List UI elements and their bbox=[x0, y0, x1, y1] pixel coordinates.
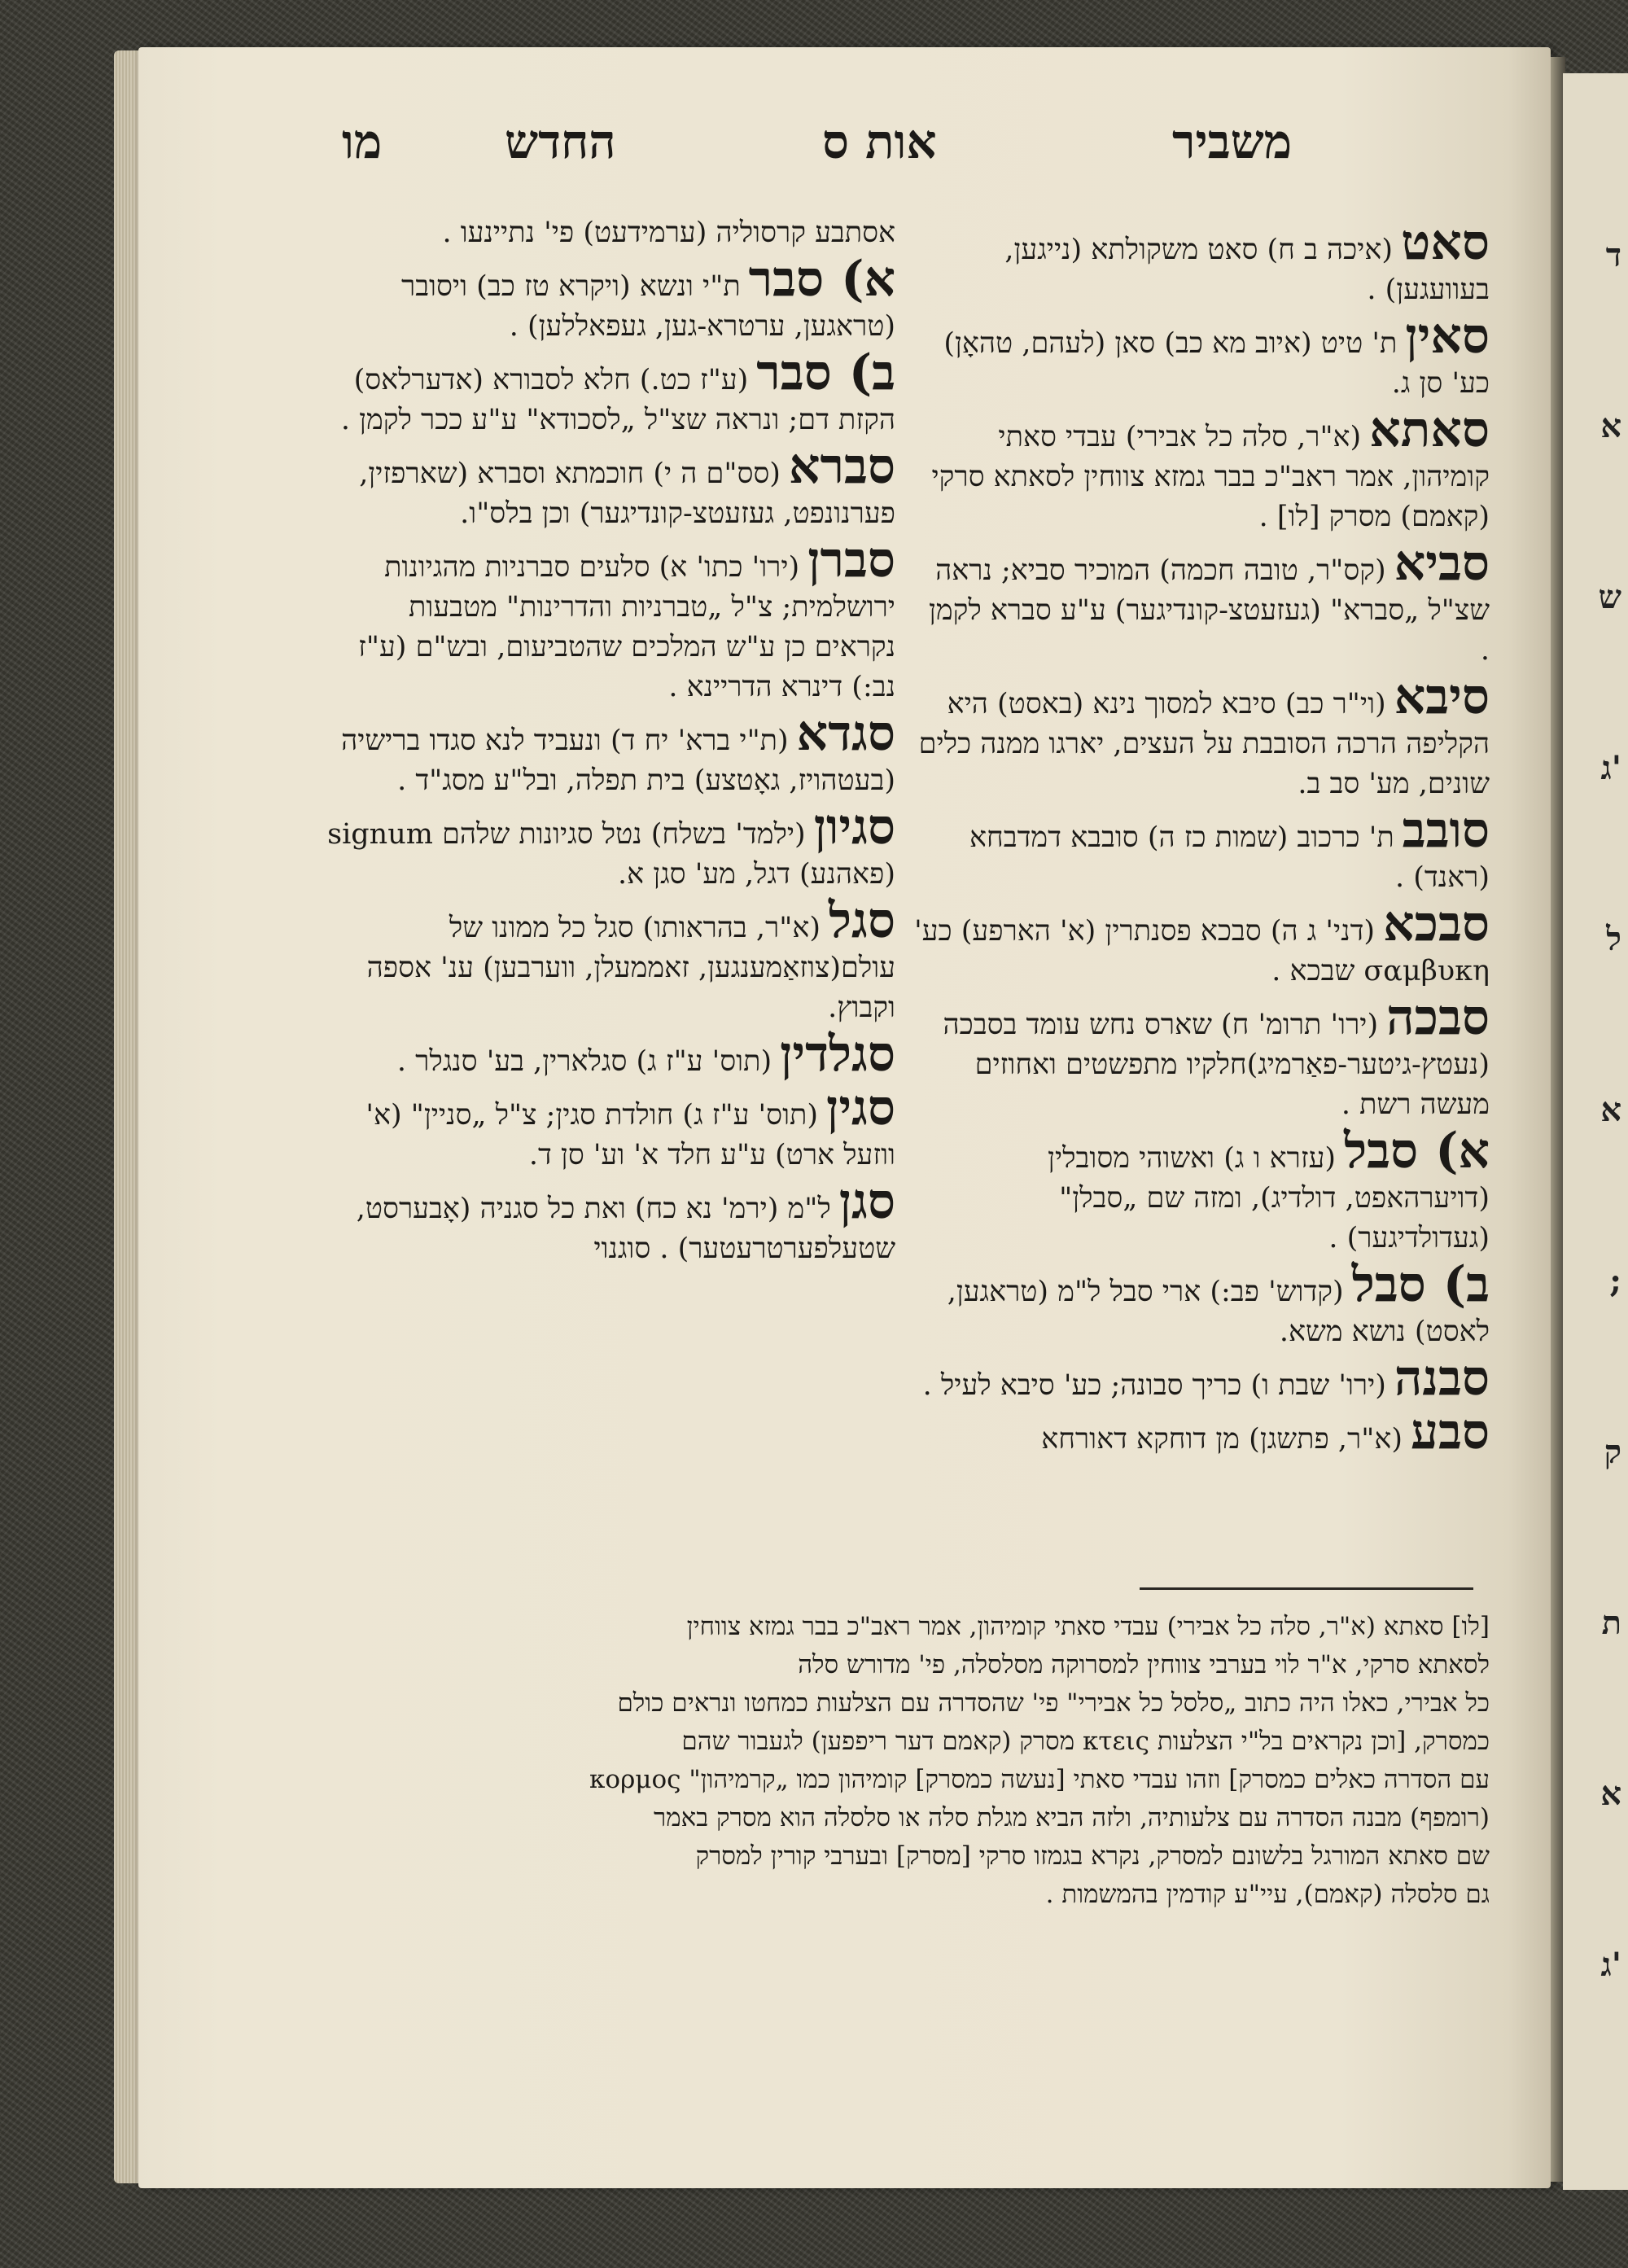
entry-definition: (קדוש' פב:) ארי סבל ל"מ (טראגען, לאסט) נושא משא. bbox=[947, 1276, 1490, 1348]
entry-definition: (ירו' שבת ו) כריך סבונה; כע' סיבא לעיל . bbox=[922, 1369, 1386, 1402]
facing-page-glyph: ג' bbox=[1600, 749, 1621, 787]
facing-page-glyph: א bbox=[1600, 407, 1621, 445]
dictionary-entry bbox=[326, 705, 895, 801]
entry-definition: (וי"ר כב) סיבא למסוך נינא (באסט) היא הקליפה הרכה הסובבת על העצים, יארגו ממנה כלים שונים, מע' סב ב. bbox=[918, 688, 1490, 800]
entry-headword: ב) סבר bbox=[756, 344, 895, 401]
running-title-right: משביר bbox=[1172, 114, 1293, 169]
dictionary-entry bbox=[326, 1026, 895, 1083]
dictionary-entry bbox=[912, 401, 1490, 537]
facing-page-glyph: ק bbox=[1604, 1433, 1621, 1471]
entry-headword: סאתא bbox=[1369, 401, 1490, 458]
entry-definition: ת' כרכוב (שמות כז ה) סובבא דמדבחא (ראנד) . bbox=[969, 821, 1490, 894]
entry-headword: סגלדין bbox=[780, 1026, 895, 1083]
entry-headword: סבנה bbox=[1394, 1350, 1490, 1407]
facing-page-edge bbox=[1563, 73, 1628, 2190]
page-header bbox=[342, 114, 1376, 187]
entry-definition: (ירו' תרומ' ח) שארס נחש עומד בסבכה (נעטץ-גיטער-פאַרמיג)חלקיו מתפשטים ואחוזים מעשה רשת . bbox=[943, 1009, 1490, 1121]
dictionary-entry bbox=[326, 1173, 895, 1269]
entry-headword: סאט bbox=[1401, 214, 1490, 271]
entry-headword: סבכה bbox=[1386, 989, 1490, 1046]
entry-headword: סבע bbox=[1410, 1403, 1490, 1460]
facing-page-glyph: א bbox=[1600, 1775, 1621, 1813]
entry-headword: סאין bbox=[1405, 308, 1490, 365]
entry-definition: (תוס' ע"ז ג) חולדת סגין; צ"ל „סניין" (א' ווזעל ארט) ע"ע חלד א' וע' סן ד. bbox=[365, 1099, 895, 1171]
footnote-divider bbox=[1140, 1587, 1473, 1590]
facing-page-glyph: ג' bbox=[1600, 1946, 1621, 1984]
entry-headword: סבכא bbox=[1383, 895, 1490, 952]
entry-definition: (דני' ג ה) סבכא פסנתרין (א' הארפע) כע' σαμβυκη שבכא . bbox=[914, 915, 1490, 987]
dictionary-entry bbox=[326, 438, 895, 534]
entry-headword: א) סבל bbox=[1344, 1123, 1490, 1180]
dictionary-entry bbox=[912, 1403, 1490, 1460]
footnote-line: גם סלסלה (קאמם), עיי"ע קודמין בהמשמות . bbox=[1045, 1880, 1490, 1909]
footnote-line: שם סאתא המורגל בלשונם למסרק, נקרא בגמזו סרקי [מסרק] ובערבי קורין למסרק bbox=[695, 1841, 1490, 1871]
entry-headword: סובב bbox=[1402, 802, 1490, 859]
footnote-line: [לו] סאתא (א"ר, סלה כל אבירי) עבדי סאתי קומיהון, אמר ראב"כ בבר גמזא צווחין bbox=[686, 1612, 1490, 1641]
entry-definition: (ת"י ברא' יח ד) ונעביד לנא סגדו ברישיה (בעטהויז, גאָטצע) בית תפלה, ובל"ע מסג"ד . bbox=[341, 725, 895, 797]
section-letter: אות ס bbox=[822, 114, 937, 169]
dictionary-entry bbox=[326, 344, 895, 440]
dictionary-entry bbox=[912, 989, 1490, 1125]
dictionary-entry bbox=[326, 1079, 895, 1176]
dictionary-entry bbox=[912, 214, 1490, 310]
page-number: מו bbox=[342, 114, 383, 169]
entry-definition: (תוס' ע"ז ג) סגלארין, בע' סנגלר . bbox=[396, 1045, 772, 1078]
entry-definition: ל"מ (ירמ' נא כח) ואת כל סגניה (אָבערסט, שטעלפערטרעטער) . סוגנוי bbox=[356, 1193, 895, 1265]
entry-headword: סיבא bbox=[1394, 668, 1490, 725]
facing-page-glyph: ל bbox=[1606, 920, 1621, 958]
entry-headword: סביא bbox=[1394, 535, 1490, 592]
footnote-line: כל אבירי, כאלו היה כתוב „סלסל כל אבירי" פי' שהסדרה עם הצלעות כמחטו ונראים כולם bbox=[617, 1688, 1490, 1718]
entry-definition: (ירו' כתו' א) סלעים סברניות מהגיונות ירושלמית; צ"ל „טברניות והדרינות" מטבעות נקראים כן ע"ש המלכים שהטביעום, ובש"ם (ע"ז נב:) דינרא הדריינא . bbox=[358, 551, 895, 703]
dictionary-entry bbox=[912, 535, 1490, 671]
entry-definition: אסתבע קרסוליה (ערמידעט) פי' נתיינעו . bbox=[442, 217, 895, 249]
footnote-line: כמסרק, [וכן נקראים בל"י הצלעות κτεις מסרק (קאמם דער ריפפען) לגעבור שהם bbox=[681, 1727, 1490, 1756]
running-title-left: החדש bbox=[505, 114, 616, 169]
dictionary-entry bbox=[912, 1350, 1490, 1407]
entry-headword: סגיון bbox=[813, 799, 895, 856]
dictionary-entry bbox=[326, 532, 895, 707]
dictionary-entry bbox=[912, 1256, 1490, 1352]
entry-headword: א) סבר bbox=[748, 251, 895, 308]
entry-headword: סברא bbox=[788, 438, 895, 495]
facing-page-glyph: ; bbox=[1609, 1262, 1621, 1300]
facing-page-glyph: ש bbox=[1598, 578, 1621, 616]
footnote bbox=[309, 1608, 1490, 1914]
left-column bbox=[326, 213, 895, 1271]
footnote-line: עם הסדרה כאלים כמסרק] וזהו עבדי סאתי [נעשה כמסרק] קומיהון כמו „קרמיהון" κορμος bbox=[589, 1765, 1490, 1794]
entry-definition: (א"ר, פתשגן) מן דוחקא דאורחא bbox=[1041, 1423, 1403, 1456]
facing-page-glyph: ד bbox=[1605, 236, 1621, 274]
entry-definition: (איכה ב ח) סאט משקולתא (נייגען, בעוועגען) . bbox=[1004, 234, 1490, 306]
right-column bbox=[912, 214, 1490, 1461]
entry-definition: (א"ר, סלה כל אבירי) עבדי סאתי קומיהון, אמר ראב"כ בבר גמזא צווחין לסאתא סרקי (קאמם) מסרק [לו] . bbox=[931, 421, 1490, 533]
entry-definition: (ע"ז כט.) חלא לסבורא (אדערלאס) הקזת דם; ונראה שצ"ל „לסכודא" ע"ע ככר לקמן . bbox=[340, 364, 895, 436]
dictionary-entry bbox=[912, 1123, 1490, 1259]
entry-headword: ב) סבל bbox=[1351, 1256, 1490, 1313]
entry-definition: (קס"ר, טובה חכמה) המוכיר סביא; נראה שצ"ל „סברא" (געזעטצ-קונדיגער) ע"ע סברא לקמן . bbox=[928, 554, 1490, 667]
entry-headword: סגן bbox=[838, 1173, 895, 1230]
entry-headword: סגדא bbox=[796, 705, 895, 762]
dictionary-entry bbox=[912, 802, 1490, 898]
entry-definition: ת' טיט (איוב מא כב) סאן (לעהם, טהאָן) כע' סן ג. bbox=[943, 327, 1490, 400]
entry-headword: סגין bbox=[826, 1079, 895, 1136]
dictionary-entry bbox=[912, 895, 1490, 992]
dictionary-entry bbox=[326, 251, 895, 347]
footnote-line: לסאתא סרקי, א"ר לוי בערבי צווחין למסרוקה מסלסלה, פי' מדורש סלה bbox=[798, 1650, 1490, 1679]
dictionary-entry bbox=[912, 308, 1490, 404]
entry-headword: סברן bbox=[807, 532, 895, 589]
entry-definition: (א"ר, בהראותו) סגל כל ממונו של עולם(צוזאַמענגען, זאממעלן, ווערבען) ענ' אספה וקבוץ. bbox=[366, 912, 895, 1024]
dictionary-entry bbox=[326, 213, 895, 253]
entry-headword: סגל bbox=[828, 892, 895, 949]
footnote-line: (רומפף) מבנה הסדרה עם צלעותיה, ולזה הביא מגלת סלה או סלסלה הוא מסרק באמר bbox=[654, 1803, 1490, 1832]
facing-page-glyph: א bbox=[1600, 1091, 1621, 1129]
entry-definition: (סס"ם ה י) חוכמתא וסברא (שארפזין, פערנונפט, געזעטצ-קונדיגער) וכן בלס"ו. bbox=[359, 458, 895, 530]
dictionary-entry bbox=[326, 892, 895, 1028]
entry-definition: (עזרא ו ג) ואשוהי מסובלין (דויערהאפט, דולדיג), ומזה שם „סבלן" (געדולדיגער) . bbox=[1048, 1142, 1490, 1254]
dictionary-entry bbox=[912, 668, 1490, 804]
entry-definition: ת"י ונשא (ויקרא טז כב) ויסובר (טראגען, ערטרא-גען, געפאללען) . bbox=[401, 270, 895, 343]
entry-definition: (ילמד' בשלח) נטל סגיונות שלהם signum (פאהנע) דגל, מע' סגן א. bbox=[327, 818, 895, 891]
facing-page-glyph: ת bbox=[1601, 1604, 1621, 1642]
dictionary-entry bbox=[326, 799, 895, 895]
